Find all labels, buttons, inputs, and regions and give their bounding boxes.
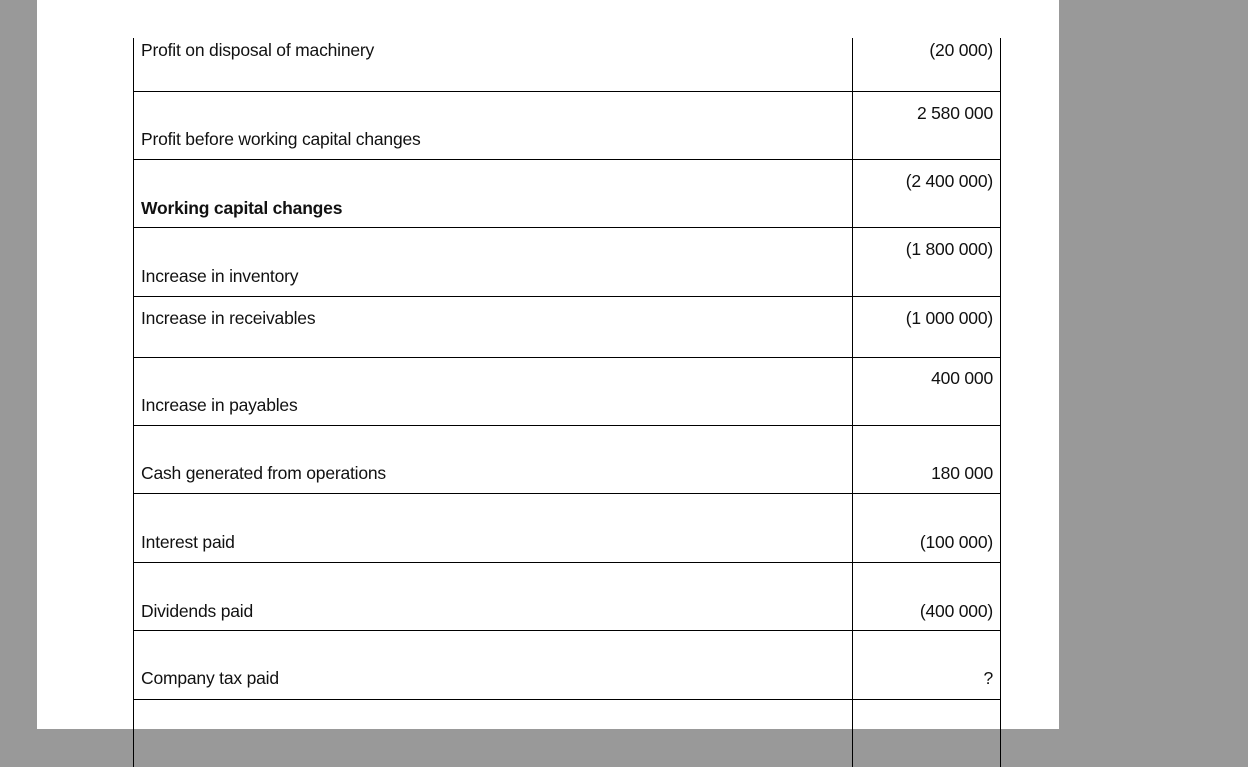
row-label: Working capital changes	[141, 198, 343, 218]
row-value: 180 000	[931, 463, 993, 483]
row-label: Interest paid	[141, 532, 235, 552]
row-label: Profit before working capital changes	[141, 129, 421, 149]
row-label: Company tax paid	[141, 668, 279, 688]
row-label: Cash generated from operations	[141, 463, 386, 483]
row-label: Dividends paid	[141, 601, 253, 621]
row-value: (2 400 000)	[905, 171, 993, 191]
row-value: 400 000	[931, 368, 993, 388]
row-value: 2 580 000	[916, 103, 993, 123]
row-value: (400 000)	[919, 601, 993, 621]
table-row	[133, 426, 1001, 494]
table-row	[133, 297, 1001, 358]
row-label: Profit on disposal of machinery	[141, 40, 375, 60]
row-value: ?	[983, 668, 993, 688]
row-value: (1 000 000)	[905, 308, 993, 328]
document-page	[37, 0, 1059, 729]
cash-flow-table	[133, 0, 1001, 740]
table-row-empty	[133, 700, 1001, 740]
row-value: (20 000)	[929, 40, 993, 60]
table-row	[133, 631, 1001, 700]
table-row	[133, 92, 1001, 160]
table-row	[133, 160, 1001, 228]
row-value: (100 000)	[919, 532, 993, 552]
row-label: Increase in receivables	[141, 308, 316, 328]
table-row	[133, 358, 1001, 426]
table-row	[133, 228, 1001, 297]
row-label: Increase in inventory	[141, 266, 299, 286]
row-value: (1 800 000)	[905, 239, 993, 259]
table-row	[133, 494, 1001, 563]
table-row	[133, 0, 1001, 92]
row-label: Increase in payables	[141, 395, 298, 415]
table-row	[133, 563, 1001, 631]
